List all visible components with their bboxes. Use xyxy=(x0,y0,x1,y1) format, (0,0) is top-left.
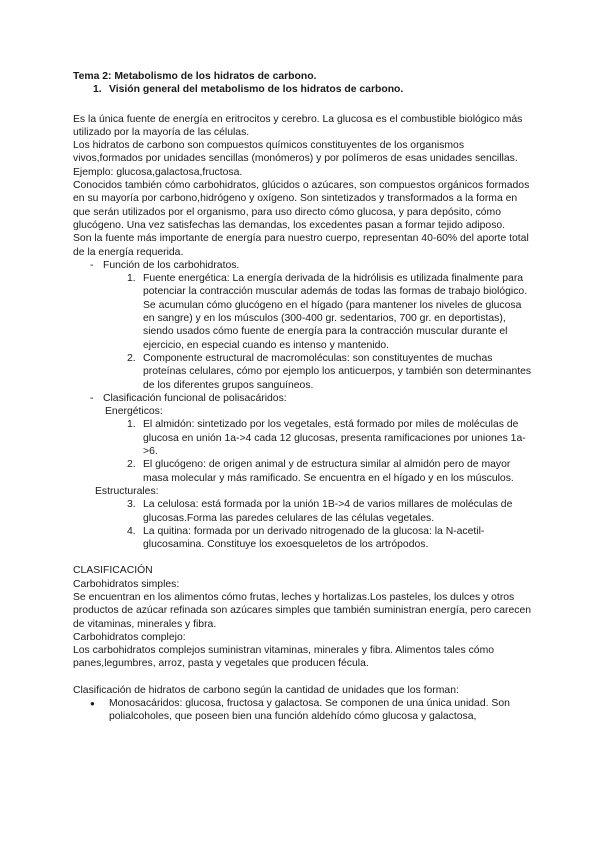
section-heading xyxy=(73,83,535,96)
list-item xyxy=(73,352,535,392)
item-number: 1. xyxy=(127,419,136,431)
item-number: 4. xyxy=(127,525,136,537)
complejo-label: Carbohidratos complejo: xyxy=(73,631,186,643)
spacer xyxy=(73,671,535,684)
intro-paragraph-4: Son la fuente más importante de energía para nuestro cuerpo, representan 40-60% del aporte total de la energía requerida. xyxy=(73,233,529,258)
list-item xyxy=(73,525,535,552)
item-text: El glucógeno: de origen animal y de estructura similar al almidón pero de mayor masa molecular y más ramificado. Se encuentra en el hígado y en los músculos. xyxy=(143,459,514,484)
funcion-list-item xyxy=(73,259,535,272)
list-item xyxy=(73,498,535,525)
segun-cantidad-paragraph: Clasificación de hidratos de carbono según la cantidad de unidades que los forman: xyxy=(73,684,459,696)
estructurales-label: Estructurales: xyxy=(95,485,159,497)
item-number: 2. xyxy=(127,459,136,471)
bullet-marker: ● xyxy=(90,699,95,709)
dash-marker: - xyxy=(90,392,94,404)
list-item xyxy=(73,418,535,458)
complejo-paragraph: Los carbohidratos complejos suministran vitaminas, minerales y fibra. Alimentos tales cómo panes,legumbres, arroz, pasta y vegetales que producen fécula. xyxy=(73,645,494,670)
funcion-list xyxy=(73,272,535,392)
item-text: Monosacáridos: glucosa, fructosa y galactosa. Se componen de una única unidad. Son polialcoholes, que poseen bien una función aldehído cómo glucosa y galactosa, xyxy=(109,698,510,723)
spacer xyxy=(73,551,535,564)
intro-paragraph-1: Es la única fuente de energía en eritrocitos y cerebro. La glucosa es el combustible biológico más utilizado por la mayoría de las células. xyxy=(73,113,523,138)
clasificacion-funcional-heading: Clasificación funcional de polisacáridos: xyxy=(103,392,287,404)
section-title: Visión general del metabolismo de los hidratos de carbono. xyxy=(109,84,404,96)
dash-marker: - xyxy=(90,259,94,271)
energeticos-list xyxy=(73,418,535,484)
intro-paragraph-3: Conocidos también cómo carbohidratos, glúcidos o azúcares, son compuestos orgánicos formados en su mayoría por carbono,hidrógeno y oxígeno. Son sintetizados y transformados a la forma en que serán utilizados por el organismo, para uso directo cómo glucosa, y para depósito, cómo glucógeno. Una vez satisfechas las demandas, los excedentes pasan a formar tejido adiposo. xyxy=(73,180,530,231)
item-text: La celulosa: está formada por la unión 1B->4 de varios millares de moléculas de glucosas.Forma las paredes celulares de las células vegetales. xyxy=(143,499,513,524)
item-number: 2. xyxy=(127,352,136,364)
item-text: Fuente energética: La energía derivada de la hidrólisis es utilizada finalmente para potenciar la contracción muscular además de todas las formas de trabajo biológico. xyxy=(143,273,528,298)
energeticos-label: Energéticos: xyxy=(105,406,163,418)
list-item xyxy=(73,697,535,724)
item-text: El almidón: sintetizado por los vegetales, está formado por miles de moléculas de glucosa en unión 1a->4 cada 12 glucosas, presenta ramificaciones por uniones 1a->6. xyxy=(143,419,526,458)
clasificacion-heading: CLASIFICACIÓN xyxy=(73,565,153,577)
item-text: La quitina: formada por un derivado nitrogenado de la glucosa: la N-acetil-glucosamina. Constituye los exoesqueletos de los artrópodos. xyxy=(143,525,485,551)
document-body xyxy=(73,70,535,724)
clasificacion-funcional-list-item xyxy=(73,392,535,405)
simples-label: Carbohidratos simples: xyxy=(73,578,180,590)
list-item xyxy=(73,458,535,485)
list-item xyxy=(73,272,535,352)
monosacaridos-list xyxy=(73,697,535,724)
simples-paragraph: Se encuentran en los alimentos cómo frutas, leches y hortalizas.Los pasteles, los dulces y otros productos de azúcar refinada son azúcares simples que también suministran energía, pero carecen de vitaminas, minerales y fibra. xyxy=(73,591,532,630)
estructurales-list xyxy=(73,498,535,551)
intro-paragraph-2: Los hidratos de carbono son compuestos químicos constituyentes de los organismos vivos,formados por unidades sencillas (monómeros) y por polímeros de esas unidades sencillas. Ejemplo: glucosa,galactosa,fructosa. xyxy=(73,140,518,178)
funcion-heading: Función de los carbohidratos. xyxy=(103,259,240,271)
item-number: 1. xyxy=(127,273,136,285)
section-number: 1. xyxy=(93,84,102,96)
document-title: Tema 2: Metabolismo de los hidratos de carbono. xyxy=(73,71,317,82)
item-number: 3. xyxy=(127,499,136,511)
item-text: Componente estructural de macromoléculas: son constituyentes de muchas proteínas celulares, cómo por ejemplo los anticuerpos, y también son determinantes de los diferentes grupos sanguíneos. xyxy=(143,352,532,391)
item-extra-text: Se acumulan cómo glucógeno en el hígado (para mantener los niveles de glucosa en sangre) y en los músculos (300-400 gr. sedentarios, 700 gr. en deportistas), siendo usados cómo fuente de energía para la contracción muscular durante el ejercicio, en especial cuando es intenso y mantenido. xyxy=(143,299,522,351)
